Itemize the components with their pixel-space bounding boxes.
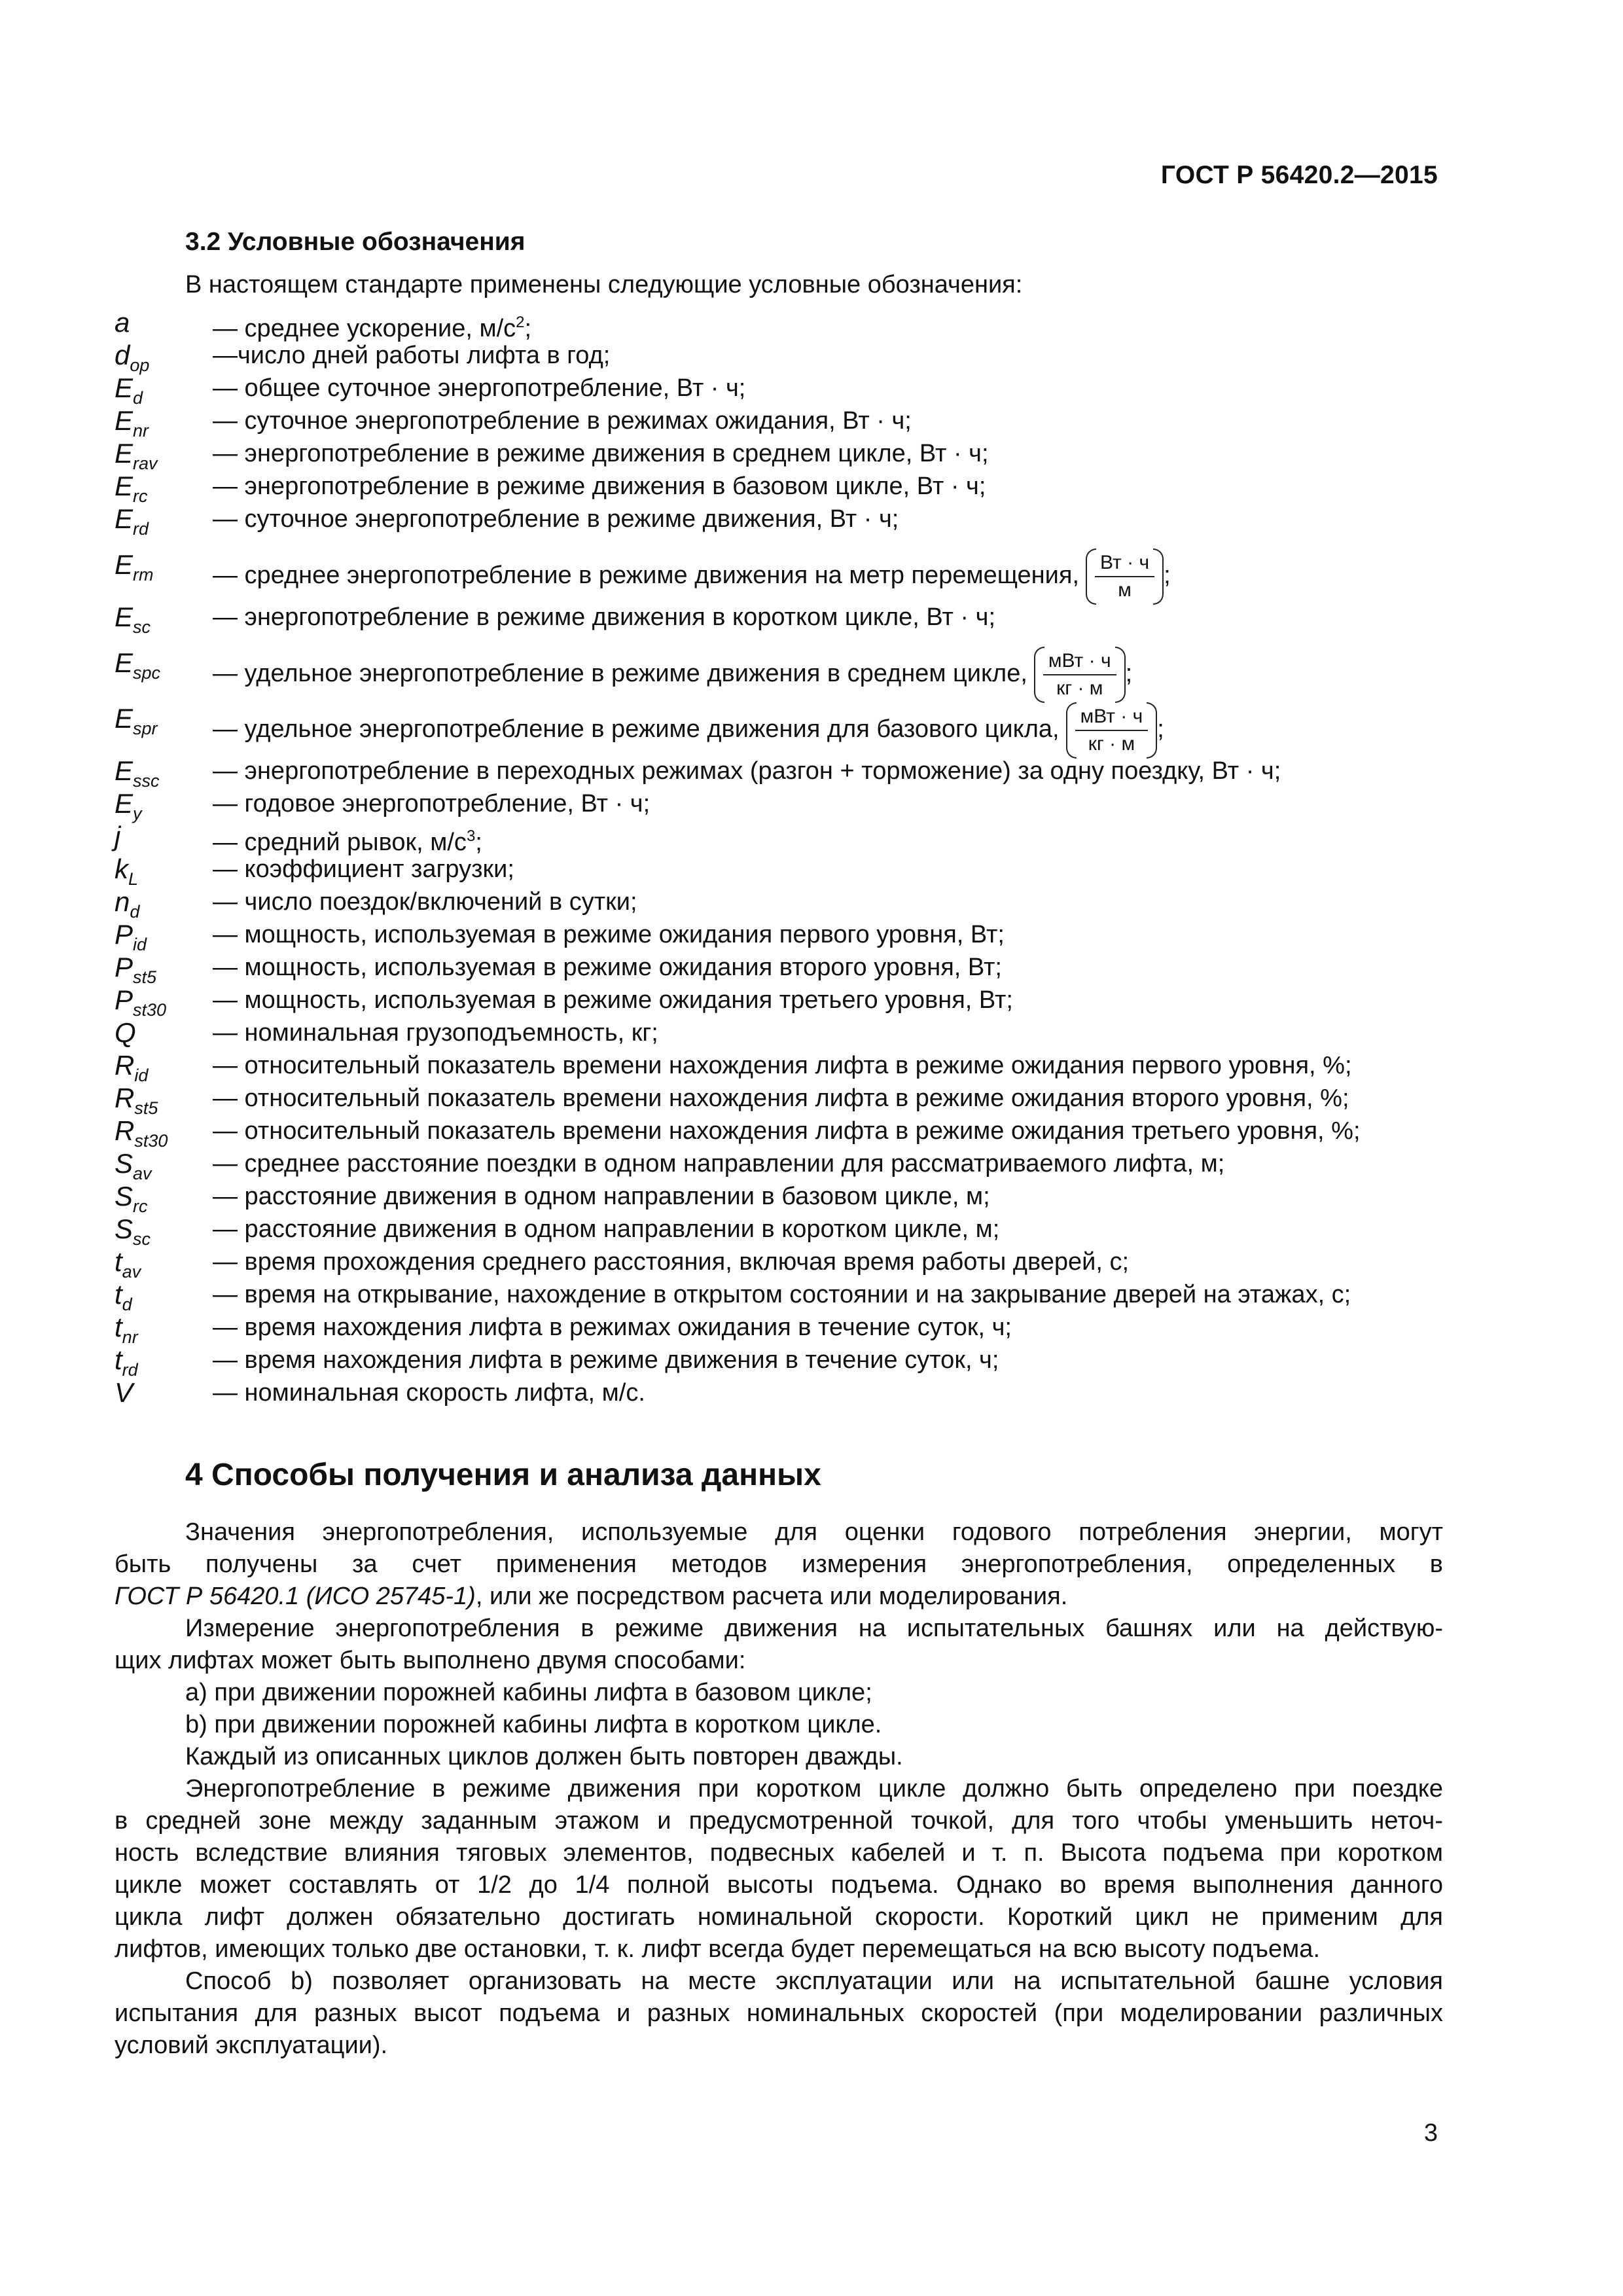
description-text: — удельное энергопотребление в режиме движения для базового цикла, xyxy=(213,715,1060,744)
description-text: — среднее расстояние поездки в одном направлении для рассматриваемого лифта, м; xyxy=(213,1150,1225,1177)
symbol-base: E xyxy=(115,755,134,786)
paragraph-line: Каждый из описанных циклов должен быть повторен дважды. xyxy=(185,1743,903,1770)
symbol-base: E xyxy=(115,549,134,580)
symbol-base: R xyxy=(115,1115,135,1146)
symbol-subscript: d xyxy=(122,1295,132,1314)
symbol-description xyxy=(213,550,1171,603)
section-4-paragraph-5 xyxy=(115,1965,1443,2062)
description-text: — коэффициент загрузки; xyxy=(213,855,514,883)
symbol-base: E xyxy=(115,647,134,678)
symbol-description xyxy=(213,406,912,436)
symbol-description xyxy=(213,704,1164,757)
description-text: — номинальная грузоподъемность, кг; xyxy=(213,1019,658,1047)
symbol-description xyxy=(213,340,610,370)
symbol-subscript: st5 xyxy=(134,1098,158,1118)
symbol-subscript: id xyxy=(134,1066,149,1085)
symbol-subscript: av xyxy=(133,1164,152,1183)
fraction-denominator: м xyxy=(1118,579,1132,601)
description-tail: ; xyxy=(1125,660,1133,688)
description-text: — удельное энергопотребление в режиме движения в среднем цикле, xyxy=(213,660,1027,688)
description-text: — относительный показатель времени нахождения лифта в режиме ожидания второго уровня, %; xyxy=(213,1085,1349,1112)
symbol-base: S xyxy=(115,1181,134,1211)
symbol-notation xyxy=(115,602,151,642)
paragraph-line: цикла лифт должен обязательно достигать номинальной скорости. Короткий цикл не применим для xyxy=(115,1903,1443,1931)
description-text: — время на открывание, нахождение в открытом состоянии и на закрывание дверей на этажах, с; xyxy=(213,1281,1351,1308)
unit-fraction xyxy=(1086,550,1164,603)
section-4-paragraph-2 xyxy=(115,1613,1443,1677)
description-text: — средний рывок, м/с xyxy=(213,829,467,856)
symbol-base: E xyxy=(115,703,134,734)
symbol-subscript: y xyxy=(133,804,142,823)
paragraph-line: щих лифтах может быть выполнено двумя способами: xyxy=(115,1647,746,1674)
symbol-notation xyxy=(115,648,160,688)
symbol-description xyxy=(213,1312,1012,1342)
description-text: — мощность, используемая в режиме ожидания третьего уровня, Вт; xyxy=(213,986,1013,1014)
document-code-header: ГОСТ Р 56420.2—2015 xyxy=(1160,161,1438,189)
description-text: — время нахождения лифта в режиме движения в течение суток, ч; xyxy=(213,1346,999,1374)
unit-fraction xyxy=(1034,648,1126,702)
fraction-denominator: кг · м xyxy=(1056,677,1103,699)
symbol-base: V xyxy=(115,1377,134,1408)
symbol-base: R xyxy=(115,1050,135,1081)
symbol-subscript: spr xyxy=(133,719,158,738)
symbol-base: S xyxy=(115,1213,134,1244)
page-number: 3 xyxy=(1423,2119,1438,2147)
symbol-base: P xyxy=(115,919,134,950)
section-4-method-list xyxy=(115,1677,1443,1741)
symbol-base: Q xyxy=(115,1017,136,1048)
description-text: —число дней работы лифта в год; xyxy=(213,342,611,369)
symbol-description xyxy=(213,1345,999,1375)
description-text: — общее суточное энергопотребление, Вт · ч; xyxy=(213,374,746,402)
paragraph-line: лифтов, имеющих только две остановки, т. к. лифт всегда будет перемещаться на всю высоту подъема. xyxy=(115,1935,1320,1963)
description-text: — относительный показатель времени нахождения лифта в режиме ожидания первого уровня, %; xyxy=(213,1052,1352,1079)
description-text: — время прохождения среднего расстояния, включая время работы дверей, с; xyxy=(213,1248,1130,1276)
symbol-base: t xyxy=(115,1312,122,1342)
symbol-description xyxy=(213,1280,1351,1310)
unit-fraction xyxy=(1066,704,1158,757)
section-3-2-title: 3.2 Условные обозначения xyxy=(185,228,526,256)
symbol-description xyxy=(213,887,637,917)
symbol-description xyxy=(213,821,482,857)
symbol-base: P xyxy=(115,952,134,982)
symbol-subscript: rd xyxy=(122,1360,138,1380)
symbol-base: d xyxy=(115,340,130,370)
symbol-base: R xyxy=(115,1083,135,1113)
symbol-description xyxy=(213,1214,999,1244)
symbol-base: n xyxy=(115,886,130,917)
symbol-notation xyxy=(115,308,130,338)
symbol-description xyxy=(213,1018,658,1048)
symbol-description xyxy=(213,1050,1352,1081)
paragraph-line xyxy=(115,1581,1443,1613)
symbol-subscript: sc xyxy=(133,1229,151,1249)
symbol-subscript: rav xyxy=(133,454,158,473)
symbol-description xyxy=(213,1247,1129,1277)
paragraph-line: Энергопотребление в режиме движения при коротком цикле должно быть определено при поездке xyxy=(185,1775,1443,1803)
symbol-subscript: nr xyxy=(122,1327,138,1347)
symbol-notation xyxy=(115,1378,133,1408)
description-text: — время нахождения лифта в режимах ожидания в течение суток, ч; xyxy=(213,1314,1012,1341)
fraction-numerator: Вт · ч xyxy=(1095,550,1154,577)
symbol-description xyxy=(213,789,650,819)
fraction-numerator: мВт · ч xyxy=(1043,648,1116,675)
paragraph-line: ность вследствие влияния тяговых элементов, подвесных кабелей и т. п. Высота подъема при коротком xyxy=(115,1839,1443,1867)
symbol-base: j xyxy=(115,821,121,852)
list-item: b) при движении порожней кабины лифта в коротком цикле. xyxy=(185,1711,882,1738)
symbol-subscript: rm xyxy=(133,565,154,584)
paragraph-line: испытания для разных высот подъема и разных номинальных скоростей (при моделировании различных xyxy=(115,2000,1443,2027)
description-text: — энергопотребление в режиме движения в базовом цикле, Вт · ч; xyxy=(213,473,986,500)
symbol-notation xyxy=(115,504,149,544)
symbol-description xyxy=(213,854,514,884)
symbol-description xyxy=(213,504,899,534)
description-tail: ; xyxy=(1157,715,1164,744)
paragraph-line: быть получены за счет применения методов измерения энергопотребления, определенных в xyxy=(115,1551,1443,1578)
symbol-description xyxy=(213,648,1132,702)
fraction-numerator: мВт · ч xyxy=(1075,704,1149,731)
symbol-base: E xyxy=(115,503,134,534)
symbol-base: E xyxy=(115,372,134,403)
symbol-base: a xyxy=(115,307,130,338)
symbol-subscript: rd xyxy=(133,519,149,539)
symbol-description xyxy=(213,602,995,632)
unit-exponent: 3 xyxy=(466,827,476,845)
symbol-base: P xyxy=(115,984,134,1015)
list-item: a) при движении порожней кабины лифта в базовом цикле; xyxy=(185,1679,872,1706)
fraction-denominator: кг · м xyxy=(1088,733,1135,755)
section-4-paragraph-1 xyxy=(115,1516,1443,1613)
description-text: — среднее ускорение, м/с xyxy=(213,315,516,342)
symbol-notation xyxy=(115,821,120,852)
symbol-base: E xyxy=(115,471,134,501)
symbol-subscript: ssc xyxy=(133,771,160,791)
symbol-subscript: nr xyxy=(133,421,149,440)
description-text: — относительный показатель времени нахождения лифта в режиме ожидания третьего уровня, %; xyxy=(213,1117,1361,1145)
description-text: — энергопотребление в режиме движения в среднем цикле, Вт · ч; xyxy=(213,440,989,467)
symbol-subscript: st30 xyxy=(134,1131,168,1151)
symbol-subscript: d xyxy=(130,902,140,922)
symbol-description xyxy=(213,439,989,469)
description-tail: ; xyxy=(475,829,482,856)
description-tail: ; xyxy=(524,315,532,342)
symbol-base: t xyxy=(115,1246,122,1277)
symbol-notation xyxy=(115,550,154,590)
description-text: — суточное энергопотребление в режиме движения, Вт · ч; xyxy=(213,505,899,533)
symbol-subscript: op xyxy=(130,355,150,375)
standard-reference: ГОСТ Р 56420.1 (ИСО 25745-1) xyxy=(115,1583,476,1610)
unit-exponent: 2 xyxy=(516,314,525,331)
paragraph-line-end: , или же посредством расчета или моделирования. xyxy=(475,1583,1068,1610)
symbol-notation xyxy=(115,704,158,744)
paragraph-line: в средней зоне между заданным этажом и предусмотренной точкой, для того чтобы уменьшить неточ- xyxy=(115,1807,1443,1835)
description-text: — число поездок/включений в сутки; xyxy=(213,888,637,916)
description-text: — энергопотребление в режиме движения в коротком цикле, Вт · ч; xyxy=(213,603,995,631)
symbol-subscript: d xyxy=(133,388,143,408)
symbol-description xyxy=(213,756,1281,786)
paragraph-line: Способ b) позволяет организовать на месте эксплуатации или на испытательной башне условия xyxy=(185,1967,1443,1995)
section-3-2-intro: В настоящем стандарте применены следующие условные обозначения: xyxy=(185,271,1023,298)
description-text: — мощность, используемая в режиме ожидания второго уровня, Вт; xyxy=(213,954,1002,981)
section-4-paragraph-3 xyxy=(115,1741,1443,1773)
symbol-base: S xyxy=(115,1148,134,1179)
symbol-description xyxy=(213,1116,1361,1146)
symbol-description xyxy=(213,1181,990,1211)
description-text: — мощность, используемая в режиме ожидания первого уровня, Вт; xyxy=(213,921,1005,948)
symbol-base: E xyxy=(115,438,134,469)
symbol-subscript: id xyxy=(133,935,147,954)
section-4-paragraph-4 xyxy=(115,1773,1443,1965)
description-text: — энергопотребление в переходных режимах (разгон + торможение) за одну поездку, Вт · ч; xyxy=(213,757,1281,785)
symbol-base: E xyxy=(115,601,134,632)
symbol-subscript: rc xyxy=(133,486,148,506)
description-tail: ; xyxy=(1164,562,1171,590)
paragraph-line: цикле может составлять от 1/2 до 1/4 полной высоты подъема. Однако во время выполнения данного xyxy=(115,1871,1443,1899)
symbol-description xyxy=(213,373,745,403)
symbol-subscript: spc xyxy=(133,663,161,683)
paragraph-line: условий эксплуатации). xyxy=(115,2032,388,2059)
symbol-base: t xyxy=(115,1344,122,1375)
symbol-base: t xyxy=(115,1279,122,1310)
description-text: — среднее энергопотребление в режиме движения на метр перемещения, xyxy=(213,562,1080,590)
symbol-subscript: sc xyxy=(133,617,151,637)
description-text: — расстояние движения в одном направлении в базовом цикле, м; xyxy=(213,1183,990,1210)
symbol-description xyxy=(213,471,986,501)
symbol-subscript: st30 xyxy=(133,1000,167,1020)
symbol-subscript: L xyxy=(128,869,139,889)
section-4-title: 4 Способы получения и анализа данных xyxy=(185,1458,821,1492)
symbol-description xyxy=(213,920,1005,950)
symbol-description xyxy=(213,1149,1224,1179)
description-text: — годовое энергопотребление, Вт · ч; xyxy=(213,790,651,817)
description-text: — расстояние движения в одном направлении в коротком цикле, м; xyxy=(213,1215,1000,1243)
paragraph-line: Значения энергопотребления, используемые для оценки годового потребления энергии, могут xyxy=(185,1518,1443,1546)
description-text: — номинальная скорость лифта, м/с. xyxy=(213,1379,645,1407)
symbol-description xyxy=(213,308,531,344)
symbol-base: E xyxy=(115,405,134,436)
symbol-description xyxy=(213,1083,1349,1113)
paragraph-line: Измерение энергопотребления в режиме движения на испытательных башнях или на действую- xyxy=(185,1615,1443,1642)
symbol-description xyxy=(213,952,1002,982)
symbol-subscript: av xyxy=(122,1262,141,1282)
symbol-subscript: st5 xyxy=(133,967,157,987)
symbol-notation xyxy=(115,1018,136,1048)
symbol-description xyxy=(213,985,1013,1015)
description-text: — суточное энергопотребление в режимах ожидания, Вт · ч; xyxy=(213,407,912,435)
symbol-base: E xyxy=(115,788,134,819)
symbol-description xyxy=(213,1378,645,1408)
symbol-base: k xyxy=(115,853,128,884)
symbol-subscript: rc xyxy=(133,1196,148,1216)
